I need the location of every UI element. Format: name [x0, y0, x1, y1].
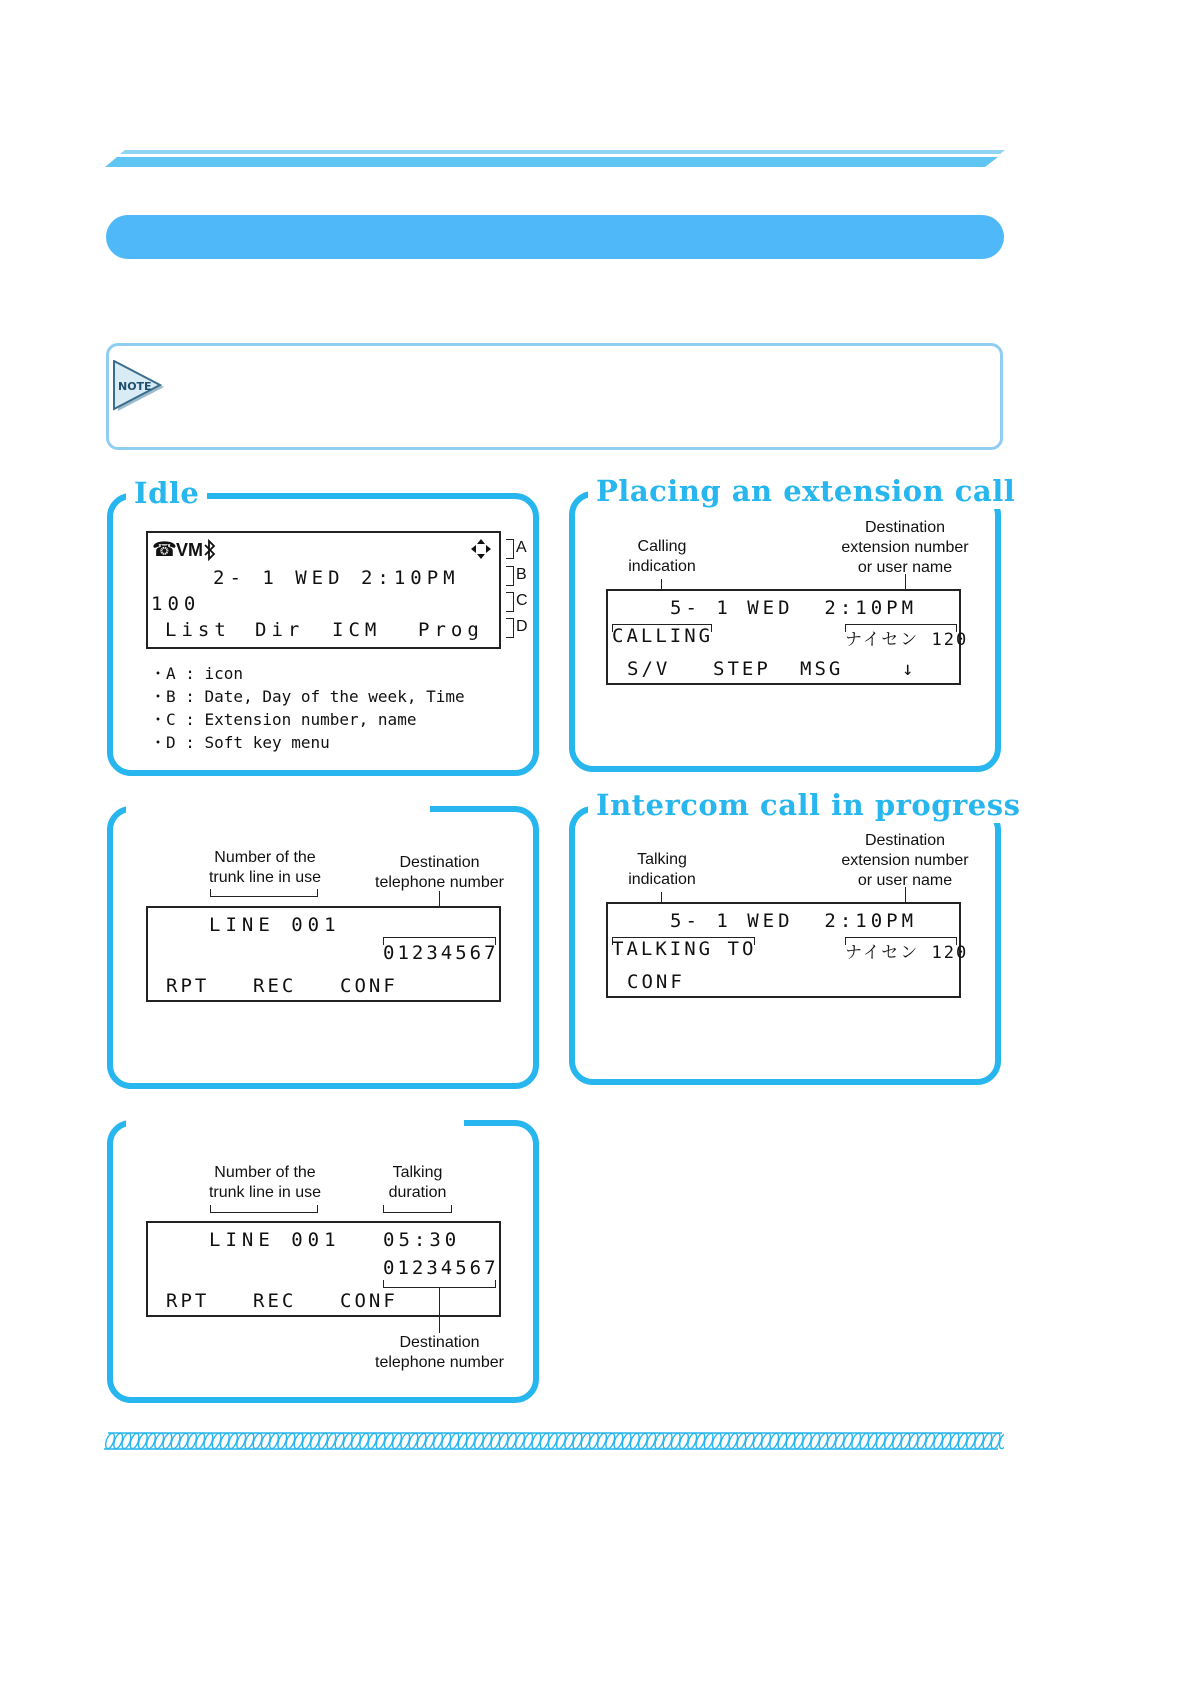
ext-dest-callout: Destination extension number or user name	[841, 519, 969, 576]
duration-callout: Talking duration	[388, 1164, 447, 1201]
outside-talking-title-gap	[126, 1114, 464, 1128]
ext-softkey-sv[interactable]: S/V	[627, 658, 671, 680]
outside-line: LINE 001	[209, 914, 341, 936]
idle-extension: 100	[151, 593, 201, 615]
footer-spiral	[104, 1430, 1004, 1452]
duration-bracket	[383, 1205, 452, 1213]
talking-callout: Talking indication	[628, 851, 696, 888]
bluetooth-icon	[203, 539, 217, 561]
note-icon-label: NOTE	[118, 380, 152, 393]
trunk-line-bracket-2	[210, 1205, 318, 1213]
note-box	[106, 343, 1003, 450]
outside-softkey-rpt[interactable]: RPT	[166, 975, 210, 997]
talking-duration: 05:30	[383, 1229, 461, 1251]
marker-a	[506, 539, 514, 559]
idle-date-time: 2- 1 WED 2:10PM	[213, 567, 460, 589]
legend-d: ・D : Soft key menu	[150, 733, 330, 752]
section-header-bar	[106, 215, 1004, 259]
outside-softkey-rec[interactable]: REC	[253, 975, 297, 997]
marker-c	[506, 592, 514, 612]
marker-a-label: A	[516, 539, 527, 556]
legend-c: ・C : Extension number, name	[150, 710, 417, 729]
marker-c-label: C	[516, 592, 528, 609]
ext-softkey-down-arrow[interactable]: ↓	[902, 658, 919, 680]
voicemail-icon: VM	[176, 540, 203, 560]
idle-title: Idle	[126, 475, 207, 511]
talking-number: 01234567	[383, 1257, 499, 1279]
ext-destination: ナイセン 120	[845, 630, 969, 650]
marker-d-label: D	[516, 618, 528, 635]
marker-b-label: B	[516, 566, 527, 583]
talking-softkey-conf[interactable]: CONF	[340, 1290, 398, 1312]
ext-date-time: 5- 1 WED 2:10PM	[670, 597, 918, 619]
ext-softkey-msg[interactable]: MSG	[800, 658, 844, 680]
tel-number-callout: Destination telephone number	[375, 854, 504, 891]
legend-a: ・A : icon	[150, 664, 244, 683]
idle-softkey-dir[interactable]: Dir	[255, 619, 305, 641]
idle-softkey-prog[interactable]: Prog	[418, 619, 484, 641]
calling-callout: Calling indication	[628, 538, 696, 575]
idle-softkey-icm[interactable]: ICM	[332, 619, 382, 641]
ext-softkey-step[interactable]: STEP	[713, 658, 771, 680]
trunk-line-bracket	[210, 889, 318, 897]
trunk-line-callout: Number of the trunk line in use	[208, 849, 322, 886]
intercom-title: Intercom call in progress	[588, 787, 1028, 823]
icm-softkey-conf[interactable]: CONF	[627, 971, 685, 993]
talking-softkey-rpt[interactable]: RPT	[166, 1290, 210, 1312]
marker-b	[506, 566, 514, 586]
talking-number-callout: Destination telephone number	[375, 1334, 504, 1371]
trunk-line-callout-2: Number of the trunk line in use	[208, 1164, 322, 1201]
icm-date-time: 5- 1 WED 2:10PM	[670, 910, 918, 932]
note-icon	[112, 360, 172, 415]
handset-icon: ☎	[152, 539, 177, 561]
talking-status: TALKING TO	[612, 938, 757, 960]
icm-dest-callout: Destination extension number or user name	[841, 832, 969, 889]
navigation-arrows-icon	[470, 538, 492, 560]
talking-number-bracket	[383, 1280, 496, 1288]
talking-softkey-rec[interactable]: REC	[253, 1290, 297, 1312]
idle-softkey-list[interactable]: List	[165, 619, 231, 641]
marker-d	[506, 618, 514, 638]
talking-number-leader	[439, 1288, 440, 1333]
header-stripes	[105, 150, 1005, 170]
legend-b: ・B : Date, Day of the week, Time	[150, 687, 465, 706]
talking-line: LINE 001	[209, 1229, 341, 1251]
calling-status: CALLING	[612, 625, 714, 647]
outside-softkey-conf[interactable]: CONF	[340, 975, 398, 997]
extension-call-title: Placing an extension call	[588, 473, 1023, 509]
outside-call-title-gap	[126, 800, 430, 814]
outside-number: 01234567	[383, 942, 499, 964]
icm-destination: ナイセン 120	[845, 943, 969, 963]
